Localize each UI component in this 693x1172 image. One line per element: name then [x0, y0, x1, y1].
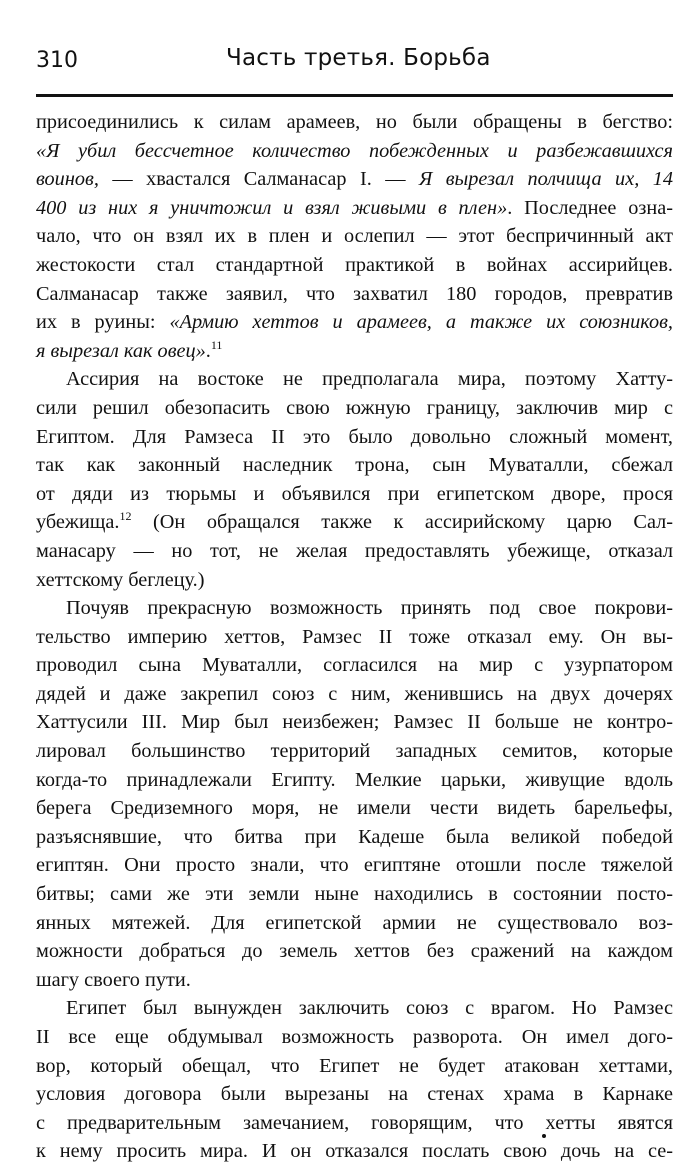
- text-line: к нему просить мира. И он отказался послать свою дочь на се-: [36, 1140, 673, 1163]
- text-line: Почуяв прекрасную возможность принять под свое покрови-: [66, 597, 673, 620]
- text-line: битвы; сами же эти земли ныне находились в состоянии посто-: [36, 883, 673, 906]
- text-line: так как законный наследник трона, сын Муваталли, сбежал: [36, 454, 673, 477]
- paragraph-3: [36, 594, 673, 994]
- page-number: 310: [36, 48, 78, 73]
- footnote-ref: 12: [119, 509, 132, 524]
- paragraph-2: [36, 365, 673, 594]
- text-line: воинов, — хвастался Салманасар I. — Я вырезал полчища их, 14: [36, 168, 673, 191]
- text-line: тельство империю хеттов, Рамзес II тоже отказал ему. Он вы-: [36, 625, 673, 648]
- text-line: янных мятежей. Для египетской армии не существовало воз-: [36, 911, 673, 934]
- text-line: условия договора были вырезаны на стенах храма в Карнаке: [36, 1083, 673, 1106]
- print-speck: [542, 1134, 546, 1138]
- text-line: Ассирия на востоке не предполагала мира, поэтому Хатту-: [66, 368, 673, 391]
- header-rule: [36, 94, 673, 97]
- text-line: когда-то принадлежали Египту. Мелкие царьки, живущие вдоль: [36, 768, 673, 791]
- text-line: можности добраться до земель хеттов без сражений на каждом: [36, 940, 673, 963]
- text-line: присоединились к силам арамеев, но были обращены в бегство:: [36, 111, 673, 133]
- text-line: 400 из них я уничтожил и взял живыми в плен». Последнее озна-: [36, 196, 673, 219]
- page-body: [36, 108, 673, 1166]
- text-line: хеттскому беглецу.): [36, 568, 205, 591]
- text-line: II все еще обдумывал возможность разворота. Он имел дого-: [36, 1026, 673, 1048]
- text-line: чало, что он взял их в плен и ослепил — этот беспричинный акт: [36, 225, 673, 248]
- text-line: лировал большинство территорий западных семитов, которые: [36, 740, 673, 763]
- text-line: убежища.$^{12}$ (Он обращался также к ассирийскому царю Сал-: [36, 509, 673, 534]
- text-line: жестокости стал стандартной практикой в войнах ассирийцев.: [36, 253, 673, 276]
- paragraph-4: [36, 994, 673, 1166]
- text-line: разъяснявшие, что битва при Кадеше была великой победой: [36, 825, 673, 848]
- page-header: [36, 40, 676, 80]
- text-line: от дяди из тюрьмы и объявился при египетском дворе, прося: [36, 482, 673, 505]
- text-line: Египтом. Для Рамзеса II это было довольно сложный момент,: [36, 425, 673, 448]
- text-line: проводил сына Муваталли, согласился на мир с узурпатором: [36, 654, 673, 677]
- text-line: сили решил обезопасить свою южную границу, заключив мир с: [36, 396, 673, 419]
- text-line: вор, который обещал, что Египет не будет атакован хеттами,: [36, 1054, 673, 1077]
- paragraph-1: [36, 108, 673, 365]
- text-line: дядей и даже закрепил союз с ним, женившись на двух дочерях: [36, 682, 673, 705]
- text-line: шагу своего пути.: [36, 968, 191, 991]
- text-line: берега Средиземного моря, не имели чести видеть барельефы,: [36, 797, 673, 820]
- text-line: с предварительным замечанием, говорящим, что хетты явятся: [36, 1111, 673, 1134]
- text-line: египтян. Они просто знали, что египтяне отошли после тяжелой: [36, 854, 673, 877]
- text-line: Салманасар также заявил, что захватил 180 городов, превратив: [36, 282, 673, 305]
- running-head: Часть третья. Борьба: [226, 45, 491, 71]
- text-line: Египет был вынужден заключить союз с врагом. Но Рамзес: [66, 997, 673, 1020]
- text-line: я вырезал как овец».$^{11}$: [36, 337, 223, 362]
- text-line: «Я убил бессчетное количество побежденных и разбежавшихся: [36, 139, 673, 162]
- footnote-ref: 11: [210, 337, 223, 352]
- text-line: их в руины: «Армию хеттов и арамеев, а также их союзников,: [36, 311, 674, 334]
- text-line: Хаттусили III. Мир был неизбежен; Рамзес II больше не контро-: [36, 711, 673, 734]
- text-line: манасару — но тот, не желая предоставлять убежище, отказал: [36, 539, 673, 562]
